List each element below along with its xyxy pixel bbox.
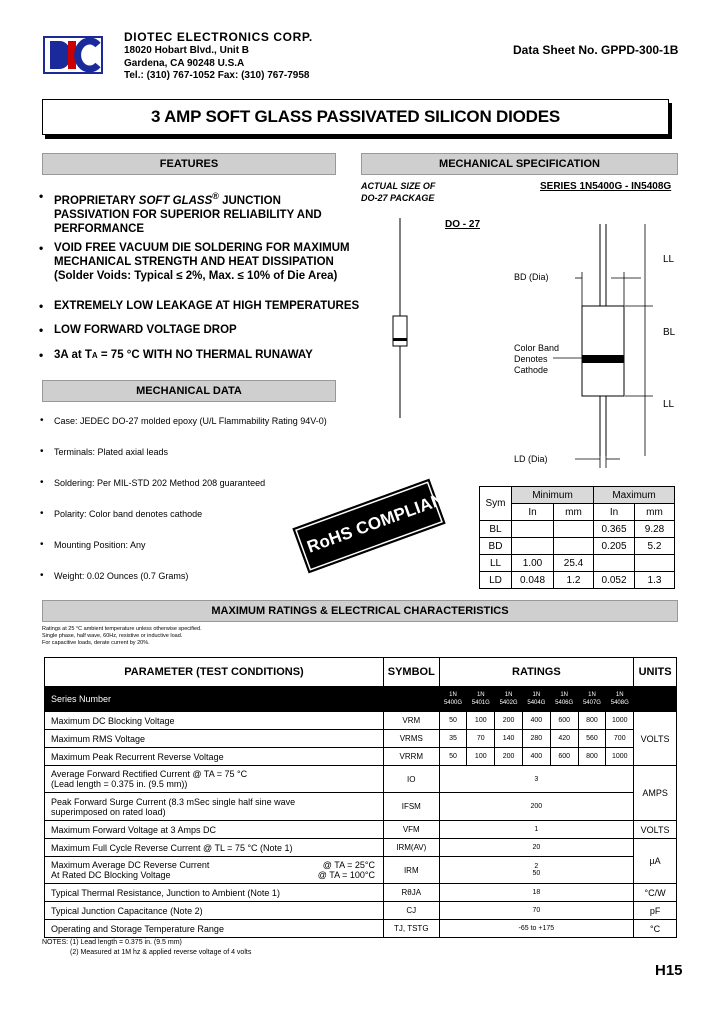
symbol-cell: VRM bbox=[383, 712, 439, 730]
table-row bbox=[45, 766, 677, 793]
dims-cell: 0.048 bbox=[512, 572, 554, 589]
series-units-cell bbox=[634, 687, 677, 712]
rating-cell: 35 bbox=[439, 730, 467, 748]
dims-row bbox=[480, 555, 675, 572]
units-cell: µA bbox=[634, 839, 677, 884]
units-cell: VOLTS bbox=[634, 712, 677, 766]
color-band-label-3: Cathode bbox=[514, 365, 549, 375]
rating-cell: 1000 bbox=[606, 748, 634, 766]
color-band-pointer-icon bbox=[553, 355, 583, 361]
dim-label-bl: BL bbox=[663, 327, 676, 338]
company-name: DIOTEC ELECTRONICS CORP. bbox=[124, 30, 313, 44]
param-line: Peak Forward Surge Current (8.3 mSec single half sine wave bbox=[51, 796, 296, 807]
footnotes bbox=[42, 938, 251, 958]
param-cell: Maximum Full Cycle Reverse Current @ TL = 75 °C (Note 1) bbox=[45, 839, 384, 857]
param-cell: Maximum RMS Voltage bbox=[45, 730, 384, 748]
symbol-cell: VRMS bbox=[383, 730, 439, 748]
diotec-logo bbox=[42, 35, 104, 75]
series-number: 1N 5401G bbox=[471, 692, 490, 706]
mech-data-terminals: • Terminals: Plated axial leads bbox=[40, 446, 169, 457]
units-cell: pF bbox=[634, 902, 677, 920]
dimensions-table bbox=[479, 486, 675, 589]
rating-cell: 800 bbox=[578, 712, 606, 730]
dim-label-ll-bottom: LL bbox=[663, 399, 675, 410]
series-number: 1N 5404G bbox=[527, 692, 546, 706]
rating-cell: 1000 bbox=[606, 712, 634, 730]
do27-label: DO - 27 bbox=[445, 219, 481, 230]
ratings-note-line: Single phase, half wave, 60Hz, resistive or inductive load. bbox=[42, 633, 183, 639]
table-row bbox=[45, 730, 677, 748]
dims-cell bbox=[512, 538, 554, 555]
dim-label-bd: BD (Dia) bbox=[514, 272, 549, 282]
series-number: 1N 5406G bbox=[555, 692, 574, 706]
dims-cell: BD bbox=[480, 538, 512, 555]
mechanical-data-heading: MECHANICAL DATA bbox=[42, 380, 336, 402]
table-row bbox=[45, 839, 677, 857]
features-heading: FEATURES bbox=[42, 153, 336, 175]
dims-cell: BL bbox=[480, 521, 512, 538]
rating-cell: 800 bbox=[578, 748, 606, 766]
dim-label-ld: LD (Dia) bbox=[514, 454, 548, 464]
dims-cell bbox=[554, 521, 594, 538]
color-band-label-2: Denotes bbox=[514, 354, 548, 364]
rating-cell: 50 bbox=[439, 712, 467, 730]
mech-data-soldering: • Soldering: Per MIL-STD 202 Method 208 guaranteed bbox=[40, 477, 266, 488]
param-cell: Maximum Peak Recurrent Reverse Voltage bbox=[45, 748, 384, 766]
condition-25c: @ TA = 25°C bbox=[322, 860, 375, 870]
symbol-cell: CJ bbox=[383, 902, 439, 920]
footnote-2: (2) Measured at 1M hz & applied reverse voltage of 4 volts bbox=[70, 949, 252, 956]
series-number: 1N 5402G bbox=[499, 692, 518, 706]
rating-cell bbox=[439, 857, 634, 884]
feature-item-5: • 3A at TA = 75 °C WITH NO THERMAL RUNAWAY bbox=[39, 348, 313, 362]
param-cell: Maximum DC Blocking Voltage bbox=[45, 712, 384, 730]
dims-unit: In bbox=[512, 504, 554, 521]
feature-item-3: • EXTREMELY LOW LEAKAGE AT HIGH TEMPERATURES bbox=[39, 299, 360, 313]
color-band-label-1: Color Band bbox=[514, 343, 560, 353]
dims-header-max: Maximum bbox=[594, 487, 675, 504]
rating-cell: 700 bbox=[606, 730, 634, 748]
rohs-label: RoHS COMPLIANT bbox=[304, 485, 457, 557]
param-line: Maximum Average DC Reverse Current bbox=[51, 860, 210, 870]
mech-data-case: • Case: JEDEC DO-27 molded epoxy (U/L Flammability Rating 94V-0) bbox=[40, 415, 327, 426]
dims-cell: 1.00 bbox=[512, 555, 554, 572]
rating-cell: 20 bbox=[439, 839, 634, 857]
table-row bbox=[45, 793, 677, 821]
dims-row bbox=[480, 521, 675, 538]
series-symbol-cell bbox=[383, 687, 439, 712]
symbol-cell: TJ, TSTG bbox=[383, 920, 439, 938]
param-line: Average Forward Rectified Current @ TA = 75 °C bbox=[51, 769, 248, 779]
mech-data-weight: • Weight: 0.02 Ounces (0.7 Grams) bbox=[40, 570, 189, 581]
rating-cell: 3 bbox=[439, 766, 634, 793]
col-header-units: UNITS bbox=[634, 658, 677, 687]
rating-value: 2 bbox=[534, 863, 539, 870]
rating-cell: 280 bbox=[522, 730, 550, 748]
dims-cell: 0.052 bbox=[594, 572, 635, 589]
dims-cell bbox=[554, 538, 594, 555]
units-cell: VOLTS bbox=[634, 821, 677, 839]
dims-header-sym: Sym bbox=[480, 487, 512, 521]
condition-100c: @ TA = 100°C bbox=[317, 870, 375, 880]
rating-cell: 600 bbox=[550, 712, 578, 730]
rating-cell: 420 bbox=[550, 730, 578, 748]
actual-size-label: ACTUAL SIZE OF bbox=[361, 181, 436, 191]
dims-cell bbox=[635, 555, 675, 572]
table-row bbox=[45, 902, 677, 920]
symbol-cell: IRM bbox=[383, 857, 439, 884]
series-label: SERIES 1N5400G - IN5408G bbox=[540, 181, 672, 192]
dims-unit: In bbox=[594, 504, 635, 521]
series-number: 1N 5400G bbox=[443, 692, 462, 706]
datasheet-number: Data Sheet No. GPPD-300-1B bbox=[513, 43, 679, 57]
mech-data-polarity: • Polarity: Color band denotes cathode bbox=[40, 508, 203, 519]
param-cell: Operating and Storage Temperature Range bbox=[45, 920, 384, 938]
col-header-symbol: SYMBOL bbox=[383, 658, 439, 687]
phone-fax: Tel.: (310) 767-1052 Fax: (310) 767-7958 bbox=[124, 70, 310, 81]
dims-cell: LL bbox=[480, 555, 512, 572]
diode-dimension-drawing-icon bbox=[575, 222, 675, 472]
col-header-parameter: PARAMETER (TEST CONDITIONS) bbox=[45, 658, 384, 687]
table-row bbox=[45, 748, 677, 766]
dims-cell: 25.4 bbox=[554, 555, 594, 572]
rating-cell: 50 bbox=[439, 748, 467, 766]
dims-header-min: Minimum bbox=[512, 487, 594, 504]
rating-cell: 200 bbox=[439, 793, 634, 821]
rating-cell: 18 bbox=[439, 884, 634, 902]
rating-cell: 100 bbox=[467, 712, 495, 730]
symbol-cell: VRRM bbox=[383, 748, 439, 766]
param-line: superimposed on rated load) bbox=[51, 806, 166, 817]
rating-cell: 70 bbox=[467, 730, 495, 748]
param-cell bbox=[45, 766, 384, 793]
param-line: (Lead length = 0.375 in. (9.5 mm)) bbox=[51, 779, 188, 789]
param-cell: Typical Thermal Resistance, Junction to Ambient (Note 1) bbox=[45, 884, 384, 902]
units-cell: °C bbox=[634, 920, 677, 938]
dims-cell: 5.2 bbox=[635, 538, 675, 555]
dims-cell: 0.365 bbox=[594, 521, 635, 538]
ratings-heading: MAXIMUM RATINGS & ELECTRICAL CHARACTERISTICS bbox=[42, 600, 678, 622]
page-title: 3 AMP SOFT GLASS PASSIVATED SILICON DIODES bbox=[42, 99, 669, 135]
rating-cell: 70 bbox=[439, 902, 634, 920]
param-cell bbox=[45, 793, 384, 821]
symbol-cell: IRM(AV) bbox=[383, 839, 439, 857]
units-cell: °C/W bbox=[634, 884, 677, 902]
table-row bbox=[45, 857, 677, 884]
series-number: 1N 5408G bbox=[610, 692, 629, 706]
param-line: At Rated DC Blocking Voltage bbox=[51, 870, 171, 880]
mechanical-spec-heading: MECHANICAL SPECIFICATION bbox=[361, 153, 678, 175]
page-id: H15 bbox=[655, 962, 683, 979]
symbol-cell: RθJA bbox=[383, 884, 439, 902]
dims-cell: 0.205 bbox=[594, 538, 635, 555]
dims-cell bbox=[594, 555, 635, 572]
rating-cell: 560 bbox=[578, 730, 606, 748]
dims-unit: mm bbox=[635, 504, 675, 521]
rating-cell: 200 bbox=[495, 748, 523, 766]
table-row bbox=[45, 920, 677, 938]
table-row bbox=[45, 884, 677, 902]
dims-row bbox=[480, 572, 675, 589]
feature-item-1: • PROPRIETARY SOFT GLASS® JUNCTION PASSIVATION FOR SUPERIOR RELIABILITY AND PERFORMANCE bbox=[39, 189, 322, 235]
dims-cell bbox=[512, 521, 554, 538]
param-cell: Typical Junction Capacitance (Note 2) bbox=[45, 902, 384, 920]
series-number-label: Series Number bbox=[45, 687, 384, 712]
rating-cell: 400 bbox=[522, 712, 550, 730]
dims-cell: 1.3 bbox=[635, 572, 675, 589]
symbol-cell: IFSM bbox=[383, 793, 439, 821]
dims-cell: 9.28 bbox=[635, 521, 675, 538]
ratings-table bbox=[44, 657, 677, 938]
rating-cell: 600 bbox=[550, 748, 578, 766]
rating-cell: -65 to +175 bbox=[439, 920, 634, 938]
dims-unit: mm bbox=[554, 504, 594, 521]
rating-cell: 400 bbox=[522, 748, 550, 766]
symbol-cell: IO bbox=[383, 766, 439, 793]
dims-cell: LD bbox=[480, 572, 512, 589]
table-row bbox=[45, 821, 677, 839]
ratings-note-line: For capacitive loads, derate current by 20%. bbox=[42, 640, 150, 646]
param-cell bbox=[45, 857, 384, 884]
rating-cell: 100 bbox=[467, 748, 495, 766]
package-label: DO-27 PACKAGE bbox=[361, 193, 435, 203]
feature-item-2: • VOID FREE VACUUM DIE SOLDERING FOR MAXIMUM MECHANICAL STRENGTH AND HEAT DISSIPATION (Solder Voids: Typical ≤ 2%, Max. ≤ 10% of Die Area) bbox=[39, 241, 350, 282]
dim-label-ll-top: LL bbox=[663, 254, 675, 265]
dims-cell: 1.2 bbox=[554, 572, 594, 589]
rating-cell: 140 bbox=[495, 730, 523, 748]
actual-size-diode-icon bbox=[392, 218, 412, 418]
param-cell: Maximum Forward Voltage at 3 Amps DC bbox=[45, 821, 384, 839]
rating-cell: 1 bbox=[439, 821, 634, 839]
ratings-note-line: Ratings at 25 °C ambient temperature unless otherwise specified. bbox=[42, 626, 202, 632]
rating-cell: 200 bbox=[495, 712, 523, 730]
ratings-notes bbox=[42, 626, 202, 647]
rohs-compliant-stamp bbox=[292, 478, 457, 573]
symbol-cell: VFM bbox=[383, 821, 439, 839]
rating-value: 50 bbox=[532, 870, 541, 877]
feature-item-4: • LOW FORWARD VOLTAGE DROP bbox=[39, 323, 237, 337]
col-header-ratings: RATINGS bbox=[439, 658, 634, 687]
mech-data-mounting: • Mounting Position: Any bbox=[40, 539, 146, 550]
series-number: 1N 5407G bbox=[582, 692, 601, 706]
units-cell: AMPS bbox=[634, 766, 677, 821]
footnote-1: NOTES: (1) Lead length = 0.375 in. (9.5 mm) bbox=[42, 939, 182, 946]
address-line-1: 18020 Hobart Blvd., Unit B bbox=[124, 45, 250, 56]
address-line-2: Gardena, CA 90248 U.S.A bbox=[124, 58, 245, 69]
table-row bbox=[45, 712, 677, 730]
dims-row bbox=[480, 538, 675, 555]
